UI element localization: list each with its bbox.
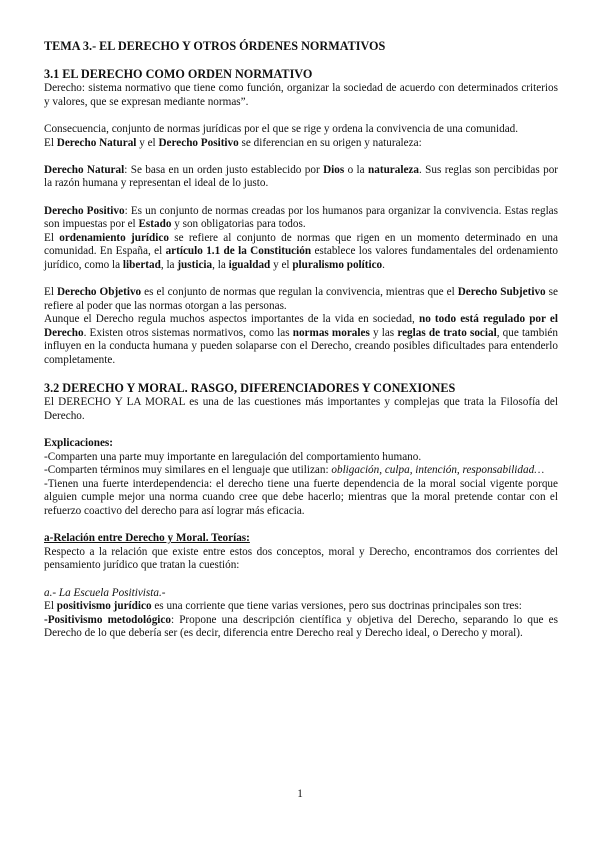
section-heading-3-2: 3.2 DERECHO Y MORAL. RASGO, DIFERENCIADORES Y CONEXIONES — [44, 381, 456, 396]
paragraph: Derecho Natural: Se basa en un orden justo establecido por Dios o la naturaleza. Sus reglas son percibidas por la razón humana y representan el ideal de lo justo. — [44, 163, 559, 190]
paragraph: Respecto a la relación que existe entre estos dos conceptos, moral y Derecho, encontramos dos corrientes del pensamiento jurídico que tratan la cuestión: — [44, 545, 558, 572]
paragraph: Derecho: sistema normativo que tiene como función, organizar la sociedad de acuerdo con determinados criterios y valores, que se expresan mediante normas”. — [44, 82, 558, 108]
paragraph: El ordenamiento jurídico se refiere al conjunto de normas que rigen en un momento determinado en una comunidad. En España, el artículo 1.1 de la Constitución establece los valores fundamentales del ordenamiento jurídico, como la libertad, la justicia, la igualdad y el pluralismo político. — [44, 231, 558, 271]
paragraph: -Positivismo metodológico: Propone una descripción científica y objetiva del Derecho, separando lo que es Derecho de lo que debería ser (es decir, diferencia entre Derecho real y Derecho ideal, o Derecho y moral). — [44, 613, 558, 640]
paragraph: El Derecho Objetivo es el conjunto de normas que regulan la convivencia, mientras que el Derecho Subjetivo se refiere al poder que las normas otorgan a las personas. — [44, 286, 558, 312]
section-heading-3-1: 3.1 EL DERECHO COMO ORDEN NORMATIVO — [44, 67, 313, 82]
paragraph: Derecho Positivo: Es un conjunto de normas creadas por los humanos para organizar la convivencia. Estas reglas son impuestas por el Estado y son obligatorias para todos. — [44, 204, 558, 231]
list-item: -Comparten términos muy similares en el lenguaje que utilizan: obligación, culpa, intención, responsabilidad… — [44, 464, 545, 477]
list-item: -Comparten una parte muy importante en laregulación del comportamiento humano. — [44, 450, 422, 463]
document-title: TEMA 3.- EL DERECHO Y OTROS ÓRDENES NORMATIVOS — [44, 39, 386, 53]
paragraph: El positivismo jurídico es una corriente que tiene varias versiones, pero sus doctrinas principales son tres: — [44, 600, 522, 613]
school-heading: a.- La Escuela Positivista.- — [44, 586, 166, 599]
list-item: -Tienen una fuerte interdependencia: el derecho tiene una fuerte dependencia de la moral social vigente porque alguien cumple mejor una norma cuando cree que debe hacerlo; mientras que la moral pretende contar con el refuerzo coactivo del derecho para así lograr más eficacia. — [44, 477, 558, 517]
paragraph: El DERECHO Y LA MORAL es una de las cuestiones más importantes y complejas que trata la Filosofía del Derecho. — [44, 396, 558, 422]
page-content — [44, 40, 558, 641]
paragraph: El Derecho Natural y el Derecho Positivo se diferencian en su origen y naturaleza: — [44, 136, 422, 149]
page-number: 1 — [297, 788, 303, 800]
subheading-explicaciones: Explicaciones: — [44, 437, 113, 450]
paragraph: Consecuencia, conjunto de normas jurídicas por el que se rige y ordena la convivencia de una comunidad. — [44, 122, 519, 135]
paragraph: Aunque el Derecho regula muchos aspectos importantes de la vida en sociedad, no todo está regulado por el Derecho. Existen otros sistemas normativos, como las normas morales y las reglas de trato social, que también influyen en la conducta humana y pueden solaparse con el Derecho, creando posibles dificultades para entenderlo completamente. — [44, 313, 558, 367]
subheading-relacion: a-Relación entre Derecho y Moral. Teorías: — [44, 532, 250, 545]
